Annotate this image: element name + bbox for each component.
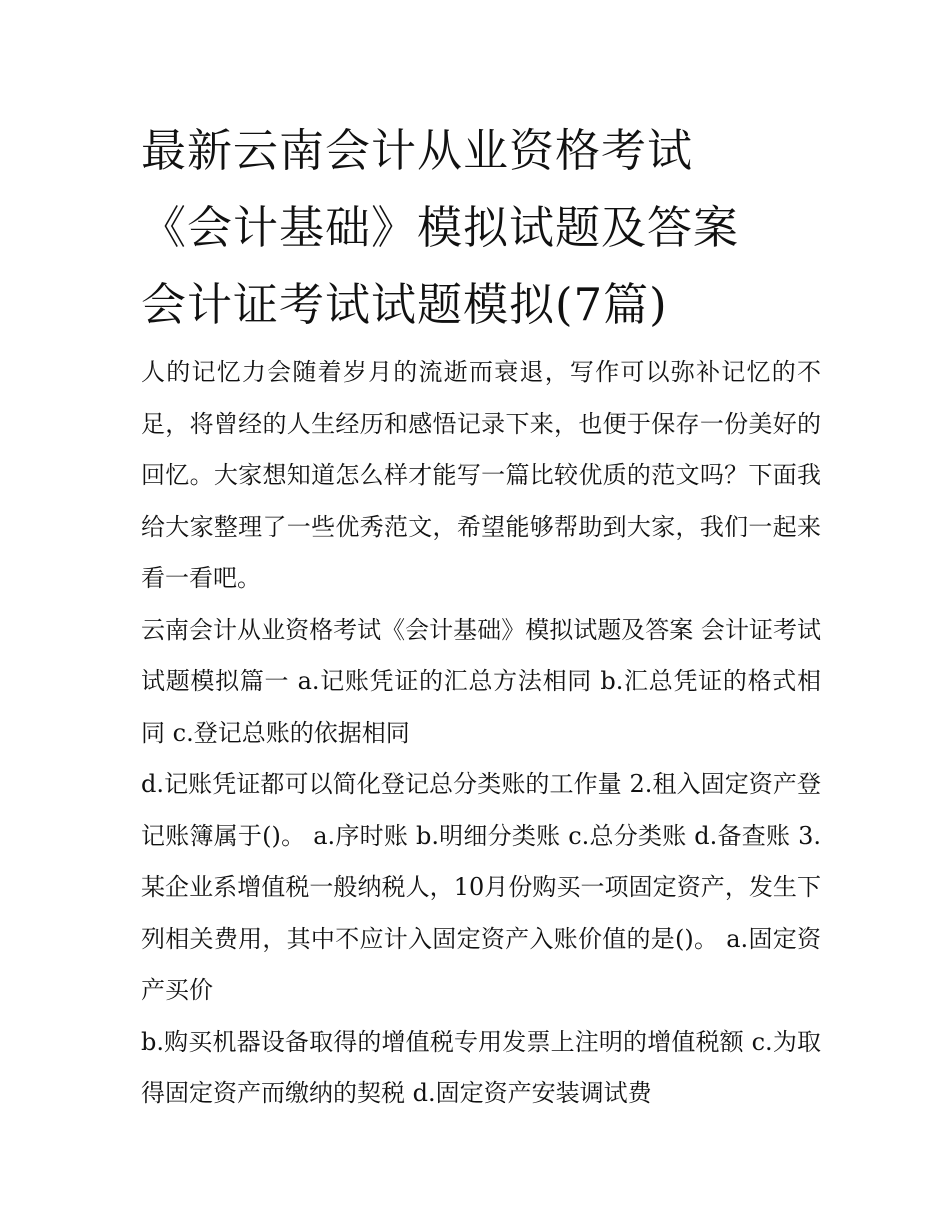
title-line-2: 《会计基础》模拟试题及答案 (141, 201, 740, 254)
question-paragraph-2: d.记账凭证都可以简化登记总分类账的工作量 2.租入固定资产登记账簿属于()。 a.序时账 b.明细分类账 c.总分类账 d.备查账 3.某企业系增值税一般纳税人，10月份购买一项固定资产，发生下列相关费用，其中不应计入固定资产入账价值的是()。 a.固定资产买价 (141, 770, 821, 1004)
question-paragraph-1: 云南会计从业资格考试《会计基础》模拟试题及答案 会计证考试试题模拟篇一 a.记账凭证的汇总方法相同 b.汇总凭证的格式相同 c.登记总账的依据相同 (141, 615, 821, 747)
title-line-1: 最新云南会计从业资格考试 (141, 124, 694, 177)
document-title (141, 112, 821, 343)
document-page (141, 112, 821, 1120)
question-paragraph-3: b.购买机器设备取得的增值税专用发票上注明的增值税额 c.为取得固定资产而缴纳的契税 d.固定资产安装调试费 (141, 1027, 821, 1107)
title-line-3: 会计证考试试题模拟(7篇) (141, 278, 668, 331)
intro-paragraph: 人的记忆力会随着岁月的流逝而衰退，写作可以弥补记忆的不足，将曾经的人生经历和感悟记录下来，也便于保存一份美好的回忆。大家想知道怎么样才能写一篇比较优质的范文吗？下面我给大家整理了一些优秀范文，希望能够帮助到大家，我们一起来看一看吧。 (141, 358, 821, 592)
